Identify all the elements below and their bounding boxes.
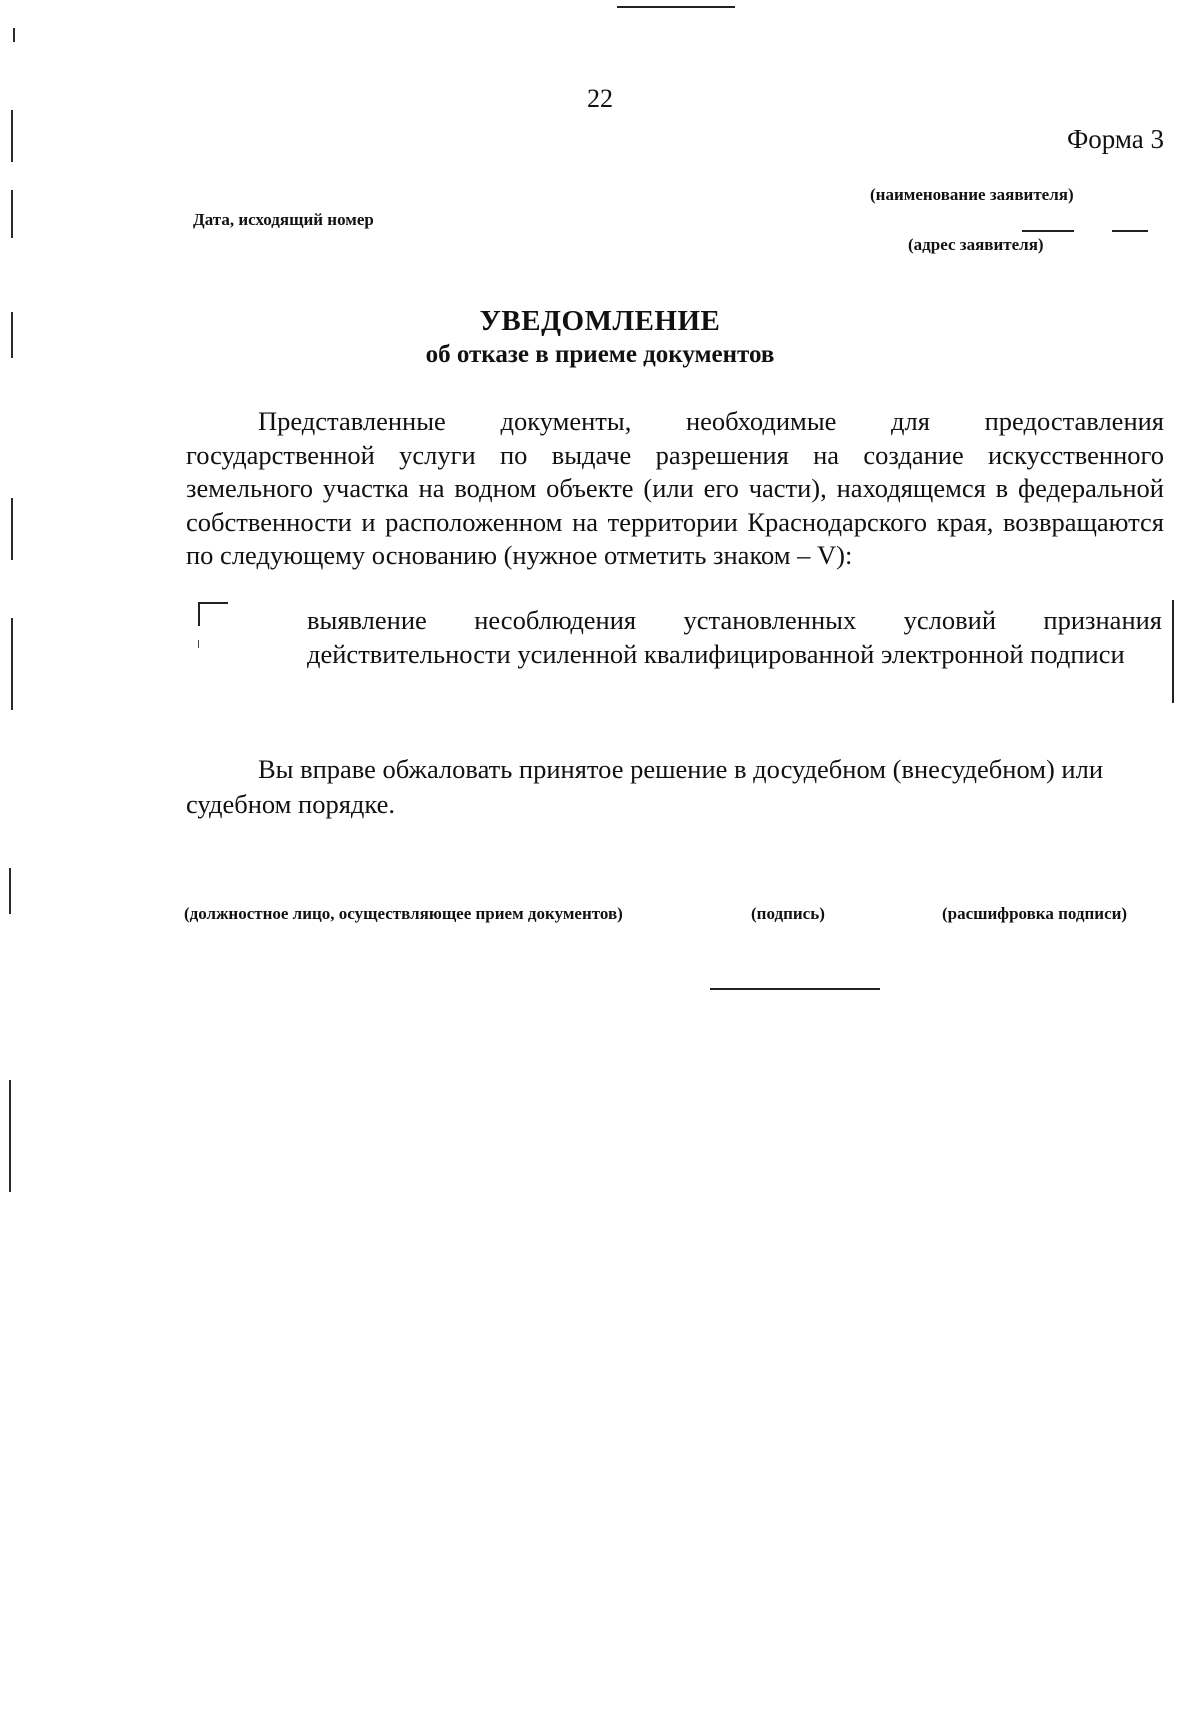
date-number-caption: Дата, исходящий номер [193,210,374,229]
address-line [1022,230,1074,232]
document-title: УВЕДОМЛЕНИЕ [479,305,721,337]
scan-edge-mark [9,868,11,914]
scan-edge-mark [13,28,15,42]
scan-edge-mark [11,110,13,162]
appeal-paragraph: Вы вправе обжаловать принятое решение в досудебном (внесудебном) или судебном порядке. [186,754,1104,819]
checkbox-tick-mark [198,640,199,648]
option-margin-bar [1172,600,1174,703]
official-caption: (должностное лицо, осуществляющее прием документов) [184,904,623,923]
scan-edge-mark [11,498,13,560]
page-number: 22 [587,84,613,113]
signature-caption: (подпись) [751,904,825,923]
address-line [1112,230,1148,232]
scan-edge-mark [9,1080,11,1192]
main-paragraph: Представленные документы, необходимые для предоставления государственной услуги по выдаче разрешения на создание искусственного земельного участка на водном объекте (или его части), находящемся в федеральной собственности и расположенном на территории Краснодарского края, возвращаются по следующему основанию (нужное отметить знаком – V): [186,406,1164,570]
scan-edge-mark [11,190,13,238]
bottom-rule [710,988,880,990]
refusal-reason-option: выявление несоблюдения установленных условий признания действительности усиленной квалифицированной электронной подписи [307,605,1162,669]
form-label: Форма 3 [1066,124,1164,154]
applicant-name-caption: (наименование заявителя) [870,185,1074,204]
applicant-address-caption: (адрес заявителя) [908,235,1044,254]
scan-edge-mark [11,618,13,710]
signature-transcript-caption: (расшифровка подписи) [942,904,1128,923]
checkbox-mark[interactable] [198,602,228,626]
document-subtitle: об отказе в приеме документов [425,341,775,368]
top-rule [617,6,735,8]
